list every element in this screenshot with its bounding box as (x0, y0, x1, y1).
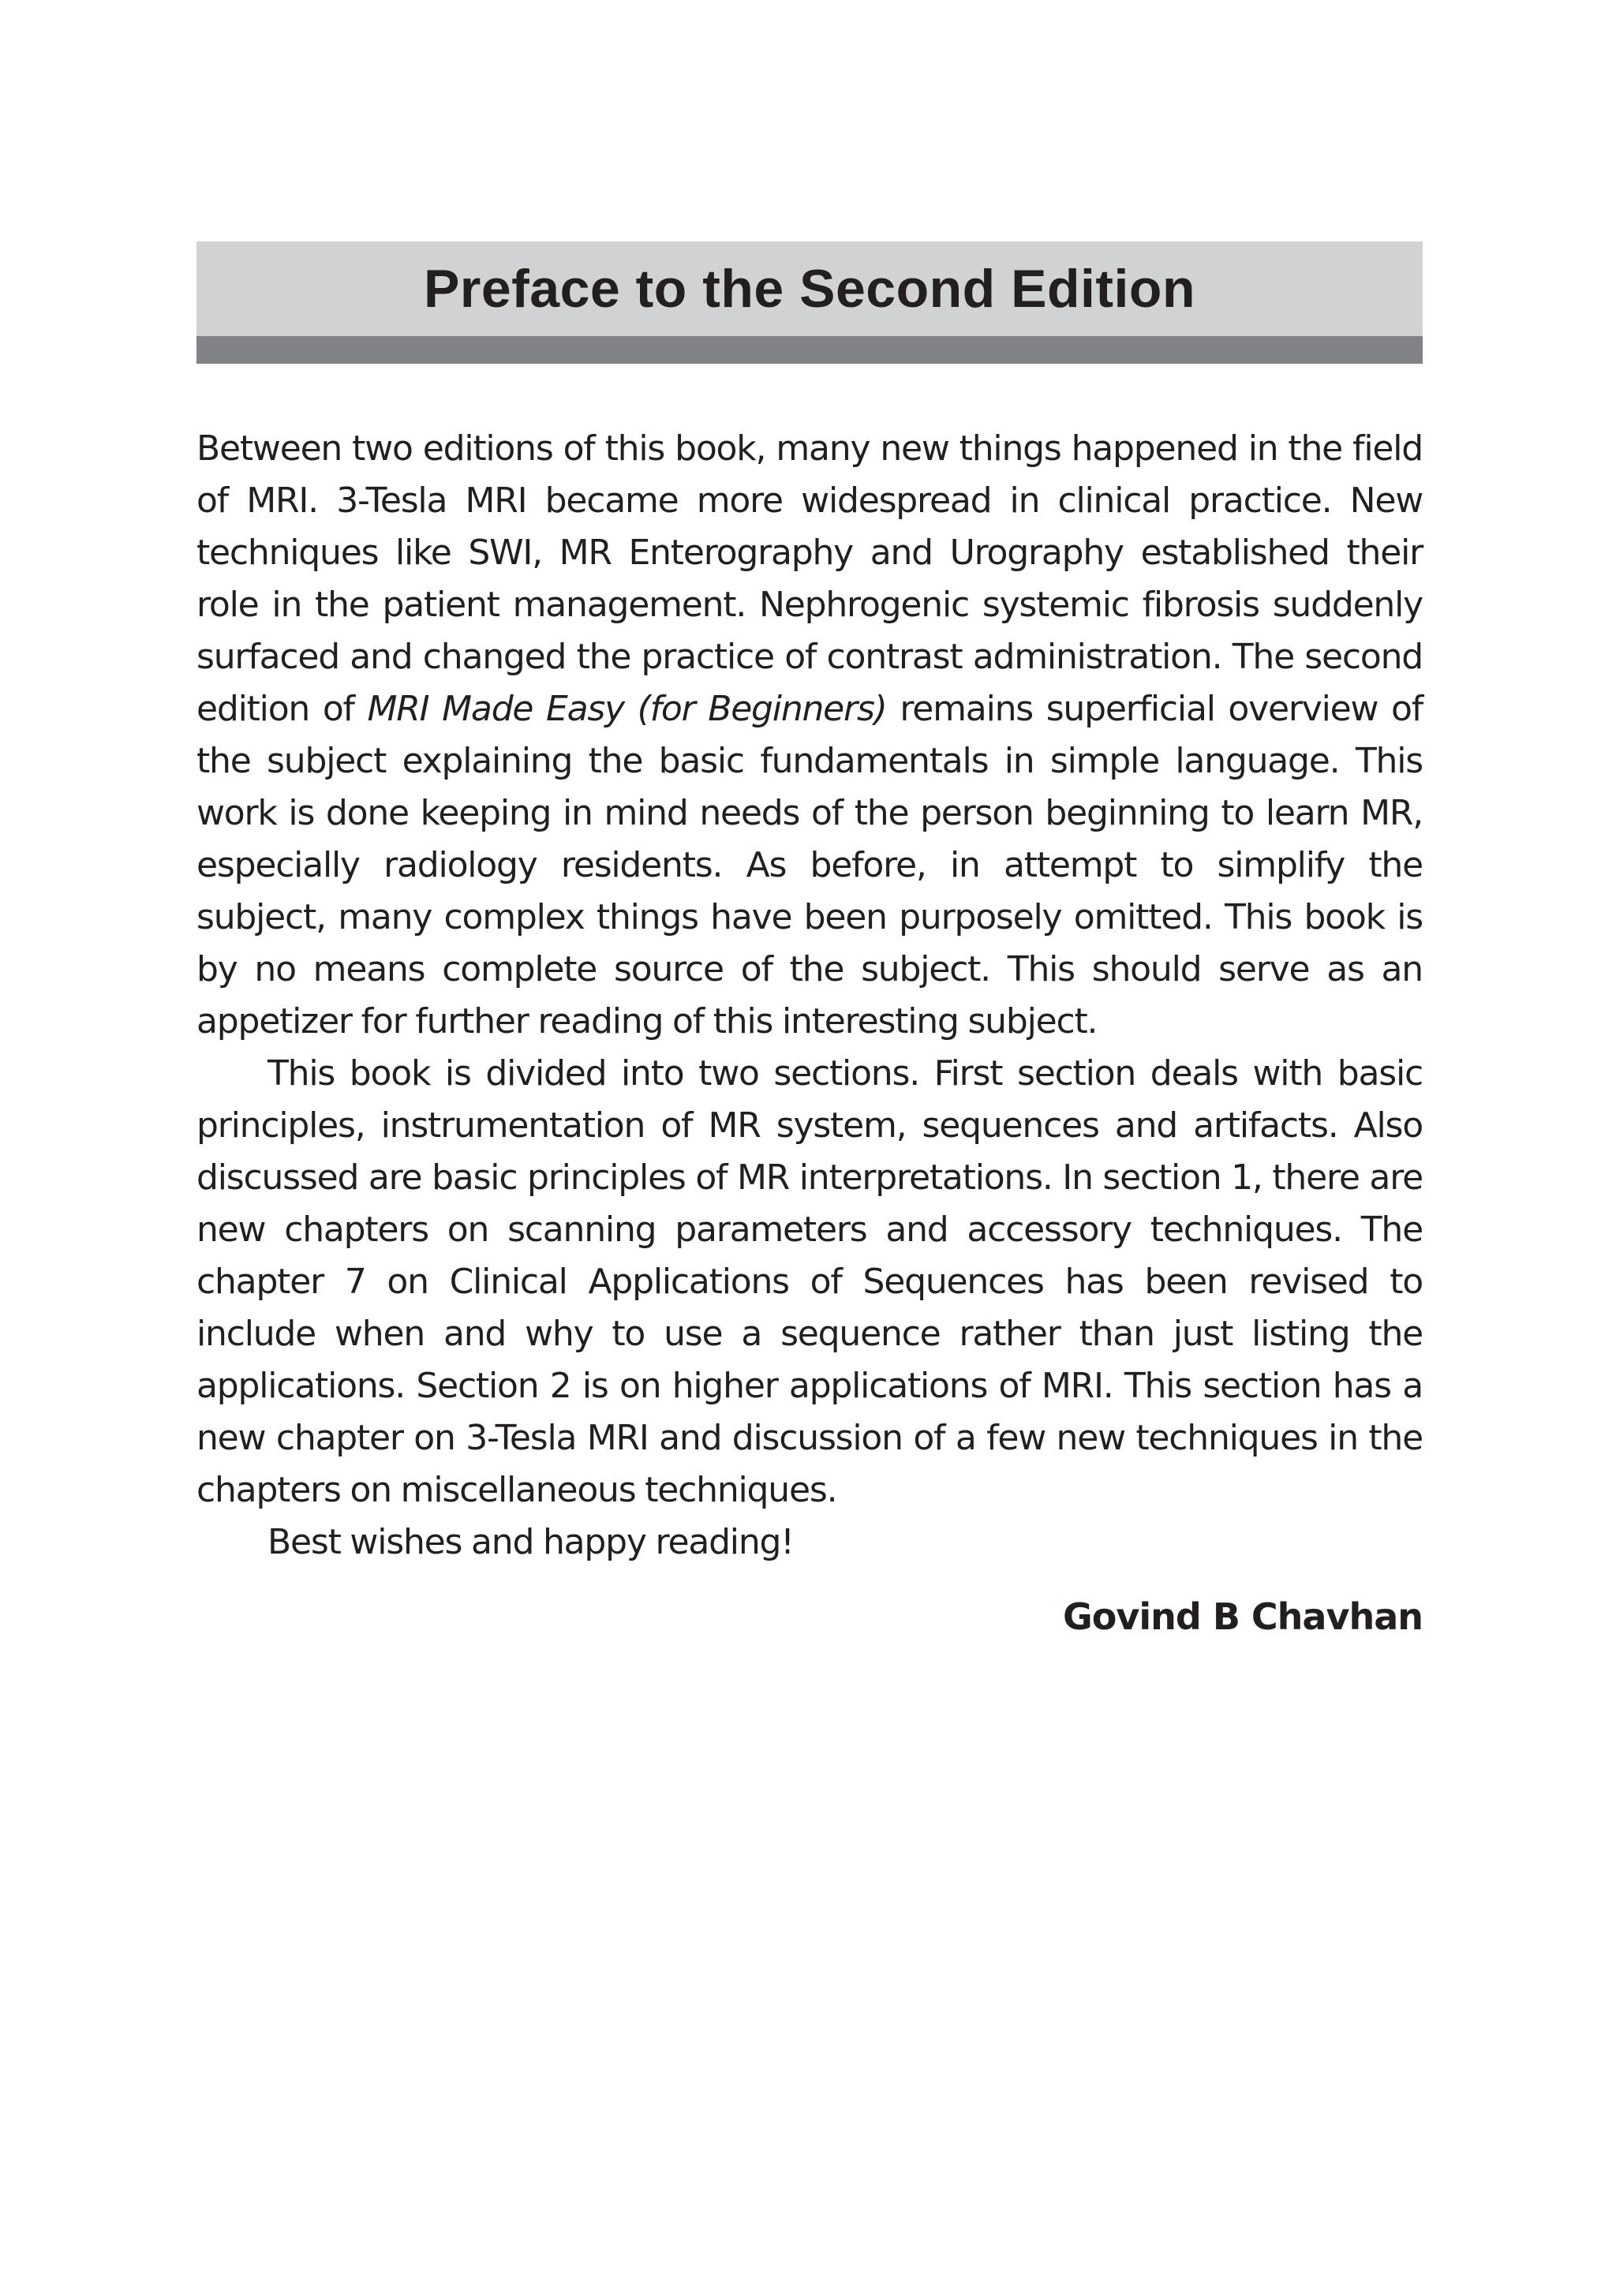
title-underline-bar (196, 336, 1423, 364)
title-band (196, 241, 1423, 336)
paragraph-1-text-start: Between two editions of this book, many new things happened in the field of MRI. 3-Tesla MRI became more widespread in clinical practice. New techniques like SWI, MR Enterography and Urography established their role in the patient management. Nephrogenic systemic fibrosis suddenly surfaced and changed the practice of contrast administration. The second edition of (196, 428, 1423, 729)
paragraph-1 (196, 423, 1423, 1048)
preface-body (196, 423, 1423, 1569)
book-title-italic: MRI Made Easy (for Beginners) (367, 689, 887, 729)
page-title: Preface to the Second Edition (424, 259, 1195, 319)
author-signature: Govind B Chavhan (1063, 1595, 1423, 1638)
preface-page (196, 241, 1423, 1638)
paragraph-1-text-end: remains superficial overview of the subject explaining the basic fundamentals in simple language. This work is done keeping in mind needs of the person beginning to learn MR, especially radiology residents. As before, in attempt to simplify the subject, many complex things have been purposely omitted. This book is by no means complete source of the subject. This should serve as an appetizer for further reading of this interesting subject. (196, 689, 1423, 1041)
paragraph-3: Best wishes and happy reading! (267, 1522, 794, 1562)
paragraph-2: This book is divided into two sections. First section deals with basic principles, instrumentation of MR system, sequences and artifacts. Also discussed are basic principles of MR interpretations. In section 1, there are new chapters on scanning parameters and accessory techniques. The chapter 7 on Clinical Applications of Sequences has been revised to include when and why to use a sequence rather than just listing the applications. Section 2 is on higher applications of MRI. This section has a new chapter on 3-Tesla MRI and discussion of a few new techniques in the chapters on miscellaneous techniques. (196, 1053, 1423, 1510)
